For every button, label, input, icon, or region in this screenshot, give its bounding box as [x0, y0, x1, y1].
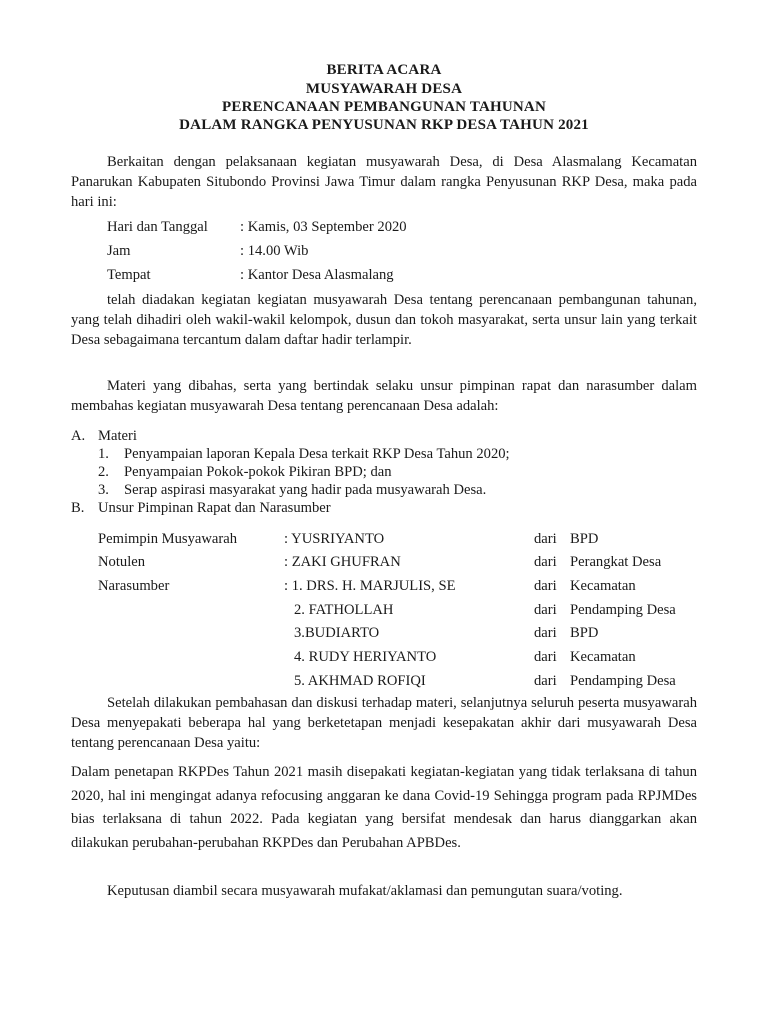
- role-label: Narasumber: [98, 578, 170, 594]
- role-org: BPD: [570, 531, 599, 547]
- role-dari: dari: [534, 625, 557, 641]
- doc-title-line-2: MUSYAWARAH DESA: [305, 81, 463, 97]
- role-label: Pemimpin Musyawarah: [98, 531, 238, 547]
- doc-title-line-1: BERITA ACARA: [326, 62, 442, 78]
- role-name: 3.BUDIARTO: [294, 625, 380, 641]
- doc-title-line-3: PERENCANAAN PEMBANGUNAN TAHUNAN: [222, 99, 546, 115]
- intro-paragraph: Berkaitan dengan pelaksanaan kegiatan musyawarah Desa, di Desa Alasmalang Kecamatan Panarukan Kabupaten Situbondo Provinsi Jawa Timur dalam rangka Penyusunan RKP Desa, maka pada hari ini:: [71, 154, 697, 210]
- info-label-place: Tempat: [107, 267, 151, 283]
- decision-paragraph: Dalam penetapan RKPDes Tahun 2021 masih disepakati kegiatan-kegiatan yang tidak terlaksana di tahun 2020, hal ini mengingat adanya refocusing anggaran ke dana Covid-19 Sehingga program pada RPJMDes bias terlaksana di tahun 2022. Pada kegiatan yang bersifat mendesak dan harus dianggarkan akan dilakukan perubahan-perubahan RKPDes dan Perubahan APBDes.: [71, 764, 697, 851]
- after-discussion-paragraph: Setelah dilakukan pembahasan dan diskusi terhadap materi, selanjutnya seluruh peserta musyawarah Desa menyepakati beberapa hal yang berketetapan menjadi kesepakatan akhir dari musyawarah Desa tentang perencanaan Desa yaitu:: [71, 695, 697, 751]
- info-label-time: Jam: [107, 243, 131, 259]
- role-org: Kecamatan: [570, 578, 636, 594]
- role-name: : YUSRIYANTO: [284, 531, 385, 547]
- materi-item-number: 1.: [98, 446, 109, 462]
- section-b-marker: B.: [71, 500, 85, 516]
- role-name: 5. AKHMAD ROFIQI: [294, 673, 426, 689]
- final-paragraph: Keputusan diambil secara musyawarah mufakat/aklamasi dan pemungutan suara/voting.: [107, 883, 623, 899]
- role-dari: dari: [534, 578, 557, 594]
- section-a-label: Materi: [98, 428, 137, 444]
- info-value-place: : Kantor Desa Alasmalang: [240, 267, 394, 283]
- role-dari: dari: [534, 531, 557, 547]
- materi-item: Penyampaian laporan Kepala Desa terkait RKP Desa Tahun 2020;: [124, 446, 510, 462]
- held-paragraph: telah diadakan kegiatan kegiatan musyawarah Desa tentang perencanaan pembangunan tahunan, yang telah dihadiri oleh wakil-wakil kelompok, dusun dan tokoh masyarakat, serta unsur lain yang terkait Desa sebagaimana tercantum dalam daftar hadir terlampir.: [71, 292, 697, 348]
- role-dari: dari: [534, 602, 557, 618]
- role-org: Pendamping Desa: [570, 602, 676, 618]
- materi-item-number: 3.: [98, 482, 109, 498]
- role-dari: dari: [534, 673, 557, 689]
- materi-item-number: 2.: [98, 464, 109, 480]
- role-org: Pendamping Desa: [570, 673, 676, 689]
- section-a-marker: A.: [71, 428, 86, 444]
- materi-paragraph: Materi yang dibahas, serta yang bertindak selaku unsur pimpinan rapat dan narasumber dalam membahas kegiatan musyawarah Desa tentang perencanaan Desa adalah:: [71, 378, 697, 414]
- info-value-date: : Kamis, 03 September 2020: [240, 219, 407, 235]
- role-dari: dari: [534, 649, 557, 665]
- materi-item: Serap aspirasi masyarakat yang hadir pada musyawarah Desa.: [124, 482, 487, 498]
- role-dari: dari: [534, 554, 557, 570]
- role-name: : ZAKI GHUFRAN: [284, 554, 401, 570]
- info-value-time: : 14.00 Wib: [240, 243, 309, 259]
- role-name: 2. FATHOLLAH: [294, 602, 394, 618]
- materi-item: Penyampaian Pokok-pokok Pikiran BPD; dan: [124, 464, 392, 480]
- role-label: Notulen: [98, 554, 146, 570]
- role-name: : 1. DRS. H. MARJULIS, SE: [284, 578, 456, 594]
- role-org: Kecamatan: [570, 649, 636, 665]
- role-org: BPD: [570, 625, 599, 641]
- section-b-label: Unsur Pimpinan Rapat dan Narasumber: [98, 500, 331, 516]
- role-org: Perangkat Desa: [570, 554, 662, 570]
- role-name: 4. RUDY HERIYANTO: [294, 649, 437, 665]
- doc-title-line-4: DALAM RANGKA PENYUSUNAN RKP DESA TAHUN 2021: [179, 117, 589, 133]
- info-label-date: Hari dan Tanggal: [107, 219, 208, 235]
